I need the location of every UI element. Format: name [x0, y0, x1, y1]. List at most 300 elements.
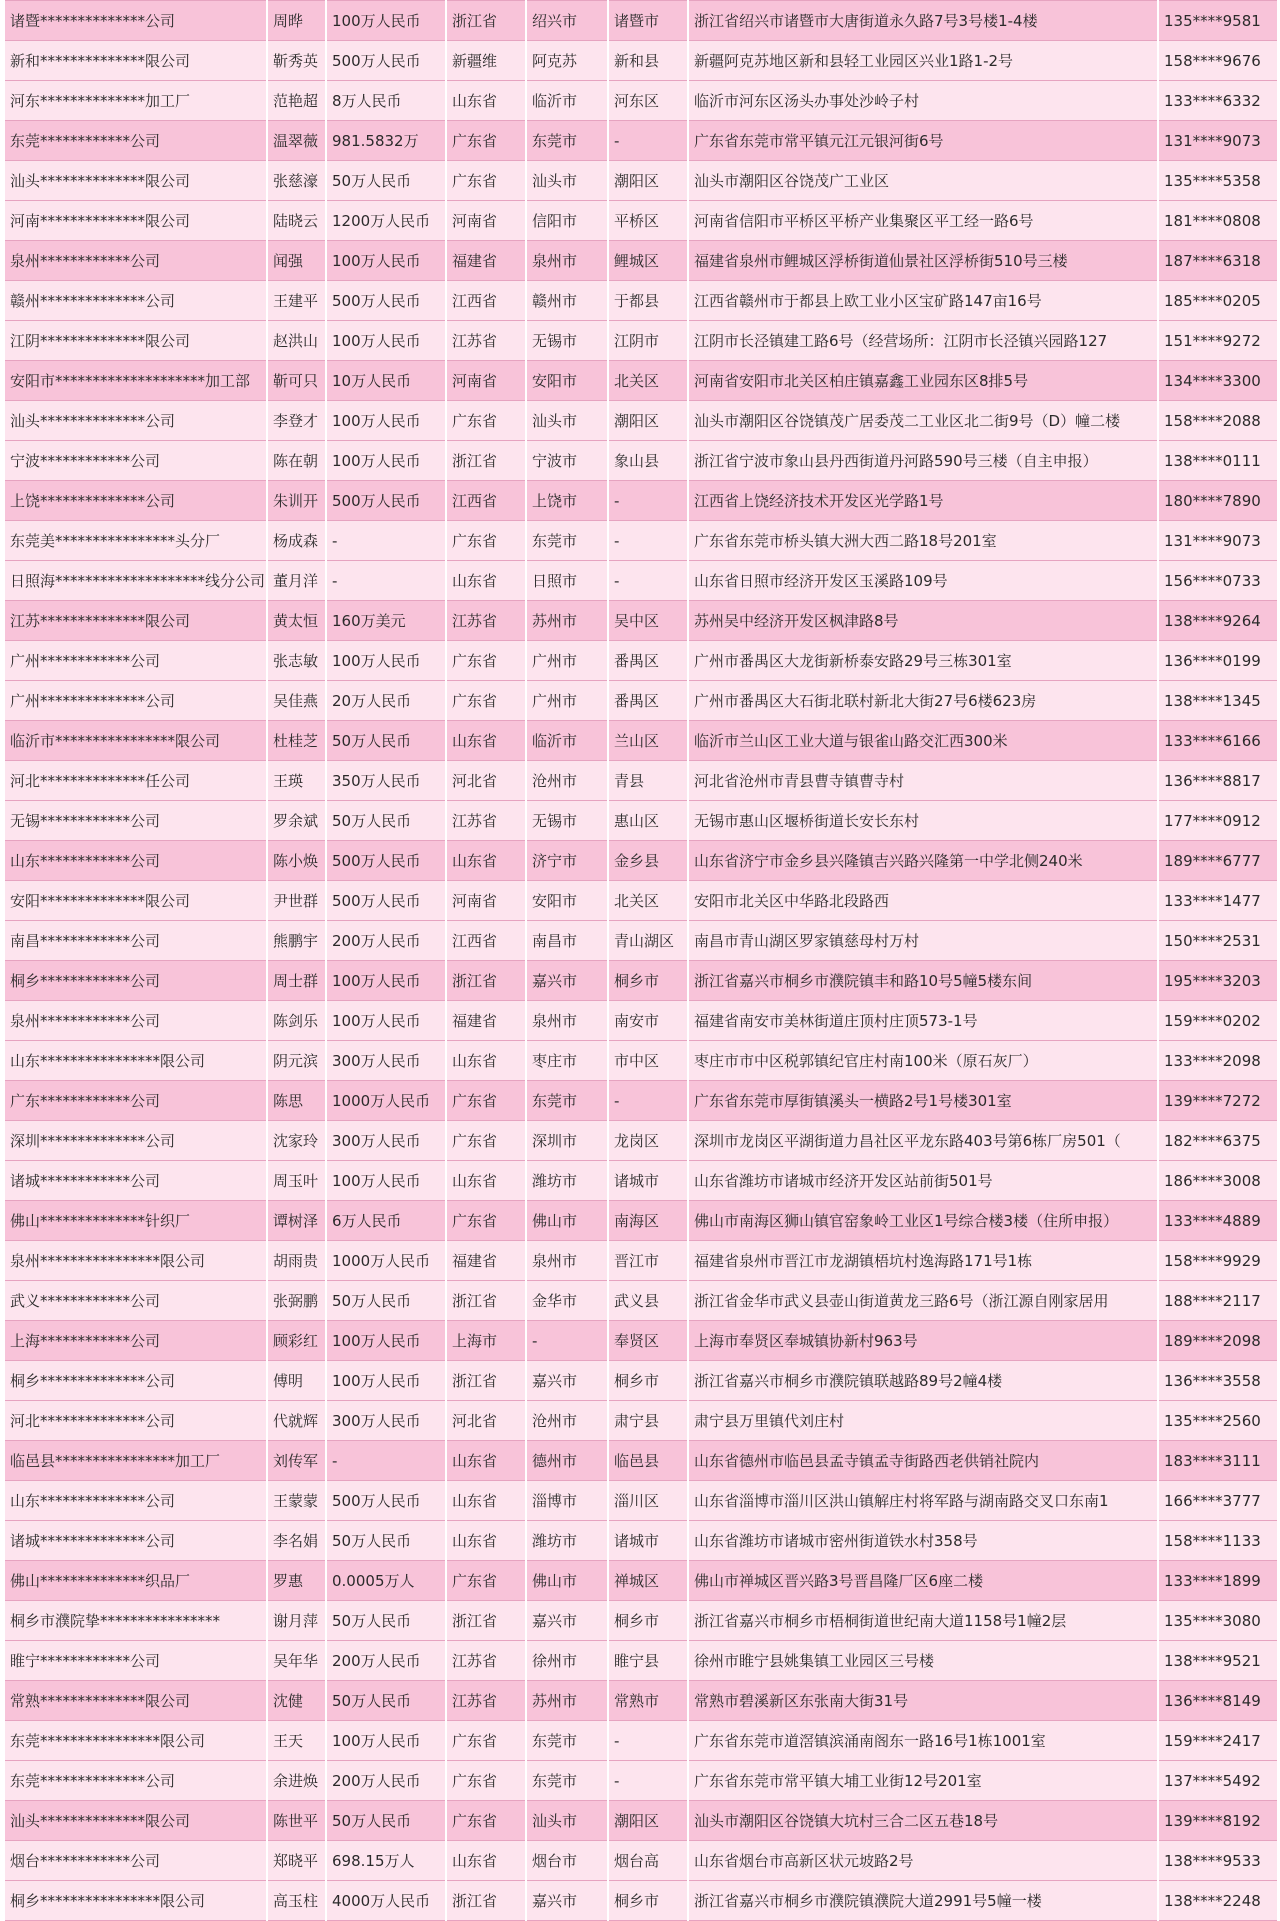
district-cell: 桐乡市 — [608, 1881, 688, 1921]
legal-person-cell: 陈世平 — [267, 1801, 326, 1841]
district-cell: 诸城市 — [608, 1161, 688, 1201]
province-cell: 江苏省 — [446, 1681, 526, 1721]
legal-person-cell: 李登才 — [267, 401, 326, 441]
registered-capital-cell: 160万美元 — [326, 601, 446, 641]
legal-person-cell: 张志敏 — [267, 641, 326, 681]
phone-cell: 135****5358 — [1158, 161, 1278, 201]
city-cell: 信阳市 — [526, 201, 608, 241]
phone-cell: 180****7890 — [1158, 481, 1278, 521]
address-cell: 江阴市长泾镇建工路6号（经营场所：江阴市长泾镇兴园路127 — [688, 321, 1158, 361]
company-name-cell: 汕头**************限公司 — [4, 161, 267, 201]
city-cell: 枣庄市 — [526, 1041, 608, 1081]
phone-cell: 189****6777 — [1158, 841, 1278, 881]
legal-person-cell: 傅明 — [267, 1361, 326, 1401]
table-row — [4, 441, 1278, 481]
province-cell: 山东省 — [446, 1441, 526, 1481]
address-cell: 河南省安阳市北关区柏庄镇嘉鑫工业园东区8排5号 — [688, 361, 1158, 401]
phone-cell: 133****2098 — [1158, 1041, 1278, 1081]
registered-capital-cell: 100万人民币 — [326, 241, 446, 281]
table-row — [4, 241, 1278, 281]
registered-capital-cell: 0.0005万人 — [326, 1561, 446, 1601]
table-row — [4, 1161, 1278, 1201]
address-cell: 江西省赣州市于都县上欧工业小区宝矿路147亩16号 — [688, 281, 1158, 321]
phone-cell: 133****6166 — [1158, 721, 1278, 761]
address-cell: 安阳市北关区中华路北段路西 — [688, 881, 1158, 921]
company-name-cell: 山东************公司 — [4, 841, 267, 881]
table-row — [4, 1841, 1278, 1881]
city-cell: 东莞市 — [526, 1761, 608, 1801]
legal-person-cell: 张弼鹏 — [267, 1281, 326, 1321]
table-row — [4, 1441, 1278, 1481]
phone-cell: 133****6332 — [1158, 81, 1278, 121]
table-row — [4, 1681, 1278, 1721]
address-cell: 广东省东莞市厚街镇溪头一横路2号1号楼301室 — [688, 1081, 1158, 1121]
district-cell: 肃宁县 — [608, 1401, 688, 1441]
registered-capital-cell: 100万人民币 — [326, 1321, 446, 1361]
company-name-cell: 上饶**************公司 — [4, 481, 267, 521]
registered-capital-cell: 100万人民币 — [326, 1161, 446, 1201]
city-cell: 日照市 — [526, 561, 608, 601]
province-cell: 山东省 — [446, 1041, 526, 1081]
legal-person-cell: 靳秀英 — [267, 41, 326, 81]
province-cell: 山东省 — [446, 561, 526, 601]
company-table — [3, 0, 1279, 1921]
address-cell: 深圳市龙岗区平湖街道力昌社区平龙东路403号第6栋厂房501（ — [688, 1121, 1158, 1161]
table-row — [4, 1761, 1278, 1801]
phone-cell: 183****3111 — [1158, 1441, 1278, 1481]
company-name-cell: 河北**************任公司 — [4, 761, 267, 801]
legal-person-cell: 闻强 — [267, 241, 326, 281]
province-cell: 山东省 — [446, 1521, 526, 1561]
legal-person-cell: 尹世群 — [267, 881, 326, 921]
phone-cell: 131****9073 — [1158, 521, 1278, 561]
province-cell: 江西省 — [446, 281, 526, 321]
address-cell: 广东省东莞市常平镇大埔工业街12号201室 — [688, 1761, 1158, 1801]
legal-person-cell: 赵洪山 — [267, 321, 326, 361]
city-cell: 济宁市 — [526, 841, 608, 881]
district-cell: 吴中区 — [608, 601, 688, 641]
city-cell: 佛山市 — [526, 1561, 608, 1601]
phone-cell: 139****8192 — [1158, 1801, 1278, 1841]
phone-cell: 137****5492 — [1158, 1761, 1278, 1801]
address-cell: 徐州市睢宁县姚集镇工业园区三号楼 — [688, 1641, 1158, 1681]
registered-capital-cell: 200万人民币 — [326, 1761, 446, 1801]
table-row — [4, 921, 1278, 961]
legal-person-cell: 王蒙蒙 — [267, 1481, 326, 1521]
phone-cell: 138****2248 — [1158, 1881, 1278, 1921]
district-cell: 桐乡市 — [608, 961, 688, 1001]
city-cell: 安阳市 — [526, 881, 608, 921]
address-cell: 苏州吴中经济开发区枫津路8号 — [688, 601, 1158, 641]
company-name-cell: 武义************公司 — [4, 1281, 267, 1321]
province-cell: 广东省 — [446, 401, 526, 441]
address-cell: 广东省东莞市道滘镇滨涌南阁东一路16号1栋1001室 — [688, 1721, 1158, 1761]
company-name-cell: 烟台************公司 — [4, 1841, 267, 1881]
province-cell: 广东省 — [446, 1561, 526, 1601]
city-cell: 烟台市 — [526, 1841, 608, 1881]
city-cell: 佛山市 — [526, 1201, 608, 1241]
address-cell: 广州市番禺区大龙街新桥泰安路29号三栋301室 — [688, 641, 1158, 681]
province-cell: 山东省 — [446, 1161, 526, 1201]
city-cell: 淄博市 — [526, 1481, 608, 1521]
company-name-cell: 桐乡市濮院挚**************** — [4, 1601, 267, 1641]
legal-person-cell: 陈思 — [267, 1081, 326, 1121]
address-cell: 浙江省嘉兴市桐乡市梧桐街道世纪南大道1158号1幢2层 — [688, 1601, 1158, 1641]
district-cell: - — [608, 1721, 688, 1761]
province-cell: 广东省 — [446, 1121, 526, 1161]
legal-person-cell: 吴佳燕 — [267, 681, 326, 721]
district-cell: - — [608, 121, 688, 161]
district-cell: 象山县 — [608, 441, 688, 481]
company-name-cell: 临沂市****************限公司 — [4, 721, 267, 761]
legal-person-cell: 代就辉 — [267, 1401, 326, 1441]
address-cell: 广东省东莞市桥头镇大洲大西二路18号201室 — [688, 521, 1158, 561]
province-cell: 浙江省 — [446, 1601, 526, 1641]
city-cell: 东莞市 — [526, 521, 608, 561]
table-row — [4, 1281, 1278, 1321]
address-cell: 新疆阿克苏地区新和县轻工业园区兴业1路1-2号 — [688, 41, 1158, 81]
province-cell: 河北省 — [446, 1401, 526, 1441]
legal-person-cell: 谢月萍 — [267, 1601, 326, 1641]
company-name-cell: 佛山**************织品厂 — [4, 1561, 267, 1601]
district-cell: 鲤城区 — [608, 241, 688, 281]
district-cell: 番禺区 — [608, 641, 688, 681]
registered-capital-cell: 1000万人民币 — [326, 1081, 446, 1121]
registered-capital-cell: 50万人民币 — [326, 1681, 446, 1721]
province-cell: 江苏省 — [446, 601, 526, 641]
address-cell: 浙江省嘉兴市桐乡市濮院镇联越路89号2幢4楼 — [688, 1361, 1158, 1401]
company-name-cell: 佛山**************针织厂 — [4, 1201, 267, 1241]
province-cell: 山东省 — [446, 721, 526, 761]
district-cell: 晋江市 — [608, 1241, 688, 1281]
phone-cell: 136****0199 — [1158, 641, 1278, 681]
legal-person-cell: 沈健 — [267, 1681, 326, 1721]
city-cell: 苏州市 — [526, 1681, 608, 1721]
registered-capital-cell: 500万人民币 — [326, 281, 446, 321]
registered-capital-cell: 300万人民币 — [326, 1121, 446, 1161]
company-name-cell: 桐乡****************限公司 — [4, 1881, 267, 1921]
registered-capital-cell: 200万人民币 — [326, 1641, 446, 1681]
city-cell: 潍坊市 — [526, 1161, 608, 1201]
legal-person-cell: 李名娟 — [267, 1521, 326, 1561]
address-cell: 江西省上饶经济技术开发区光学路1号 — [688, 481, 1158, 521]
address-cell: 汕头市潮阳区谷饶镇茂广居委茂二工业区北二街9号（D）幢二楼 — [688, 401, 1158, 441]
table-row — [4, 201, 1278, 241]
table-row — [4, 1601, 1278, 1641]
registered-capital-cell: 50万人民币 — [326, 161, 446, 201]
table-row — [4, 1721, 1278, 1761]
registered-capital-cell: 4000万人民币 — [326, 1881, 446, 1921]
company-name-cell: 诸暨**************公司 — [4, 1, 267, 41]
address-cell: 汕头市潮阳区谷饶镇大坑村三合二区五巷18号 — [688, 1801, 1158, 1841]
phone-cell: 134****3300 — [1158, 361, 1278, 401]
address-cell: 山东省日照市经济开发区玉溪路109号 — [688, 561, 1158, 601]
legal-person-cell: 胡雨贵 — [267, 1241, 326, 1281]
city-cell: 嘉兴市 — [526, 1601, 608, 1641]
city-cell: 泉州市 — [526, 1241, 608, 1281]
legal-person-cell: 黄太恒 — [267, 601, 326, 641]
address-cell: 广东省东莞市常平镇元江元银河街6号 — [688, 121, 1158, 161]
registered-capital-cell: 100万人民币 — [326, 401, 446, 441]
address-cell: 枣庄市市中区税郭镇纪官庄村南100米（原石灰厂） — [688, 1041, 1158, 1081]
address-cell: 上海市奉贤区奉城镇协新村963号 — [688, 1321, 1158, 1361]
province-cell: 广东省 — [446, 1801, 526, 1841]
company-name-cell: 河北**************公司 — [4, 1401, 267, 1441]
phone-cell: 138****1345 — [1158, 681, 1278, 721]
legal-person-cell: 杜桂芝 — [267, 721, 326, 761]
city-cell: 嘉兴市 — [526, 1361, 608, 1401]
legal-person-cell: 郑晓平 — [267, 1841, 326, 1881]
phone-cell: 138****0111 — [1158, 441, 1278, 481]
registered-capital-cell: 200万人民币 — [326, 921, 446, 961]
table-row — [4, 521, 1278, 561]
phone-cell: 135****9581 — [1158, 1, 1278, 41]
table-row — [4, 681, 1278, 721]
district-cell: 潮阳区 — [608, 161, 688, 201]
legal-person-cell: 王天 — [267, 1721, 326, 1761]
table-row — [4, 401, 1278, 441]
address-cell: 浙江省金华市武义县壶山街道黄龙三路6号（浙江源自刚家居用 — [688, 1281, 1158, 1321]
city-cell: 泉州市 — [526, 1001, 608, 1041]
address-cell: 汕头市潮阳区谷饶茂广工业区 — [688, 161, 1158, 201]
address-cell: 浙江省绍兴市诸暨市大唐街道永久路7号3号楼1-4楼 — [688, 1, 1158, 41]
city-cell: 汕头市 — [526, 1801, 608, 1841]
table-row — [4, 601, 1278, 641]
table-row — [4, 561, 1278, 601]
table-row — [4, 361, 1278, 401]
phone-cell: 195****3203 — [1158, 961, 1278, 1001]
registered-capital-cell: 500万人民币 — [326, 1481, 446, 1521]
district-cell: 青县 — [608, 761, 688, 801]
registered-capital-cell: 300万人民币 — [326, 1041, 446, 1081]
company-name-cell: 泉州****************限公司 — [4, 1241, 267, 1281]
district-cell: 常熟市 — [608, 1681, 688, 1721]
company-name-cell: 日照海********************线分公司 — [4, 561, 267, 601]
city-cell: 金华市 — [526, 1281, 608, 1321]
table-row — [4, 641, 1278, 681]
company-name-cell: 山东****************限公司 — [4, 1041, 267, 1081]
registered-capital-cell: 100万人民币 — [326, 1, 446, 41]
city-cell: 南昌市 — [526, 921, 608, 961]
table-row — [4, 1801, 1278, 1841]
company-name-cell: 常熟**************限公司 — [4, 1681, 267, 1721]
district-cell: 潮阳区 — [608, 401, 688, 441]
district-cell: 潮阳区 — [608, 1801, 688, 1841]
province-cell: 河南省 — [446, 201, 526, 241]
province-cell: 广东省 — [446, 521, 526, 561]
legal-person-cell: 陈在朝 — [267, 441, 326, 481]
province-cell: 山东省 — [446, 1481, 526, 1521]
company-name-cell: 宁波************公司 — [4, 441, 267, 481]
district-cell: - — [608, 1761, 688, 1801]
address-cell: 河南省信阳市平桥区平桥产业集聚区平工经一路6号 — [688, 201, 1158, 241]
city-cell: 临沂市 — [526, 721, 608, 761]
phone-cell: 188****2117 — [1158, 1281, 1278, 1321]
phone-cell: 135****3080 — [1158, 1601, 1278, 1641]
district-cell: 睢宁县 — [608, 1641, 688, 1681]
district-cell: 临邑县 — [608, 1441, 688, 1481]
province-cell: 广东省 — [446, 681, 526, 721]
phone-cell: 158****9676 — [1158, 41, 1278, 81]
province-cell: 广东省 — [446, 1761, 526, 1801]
company-name-cell: 东莞************公司 — [4, 121, 267, 161]
address-cell: 山东省济宁市金乡县兴隆镇吉兴路兴隆第一中学北侧240米 — [688, 841, 1158, 881]
province-cell: 福建省 — [446, 1241, 526, 1281]
city-cell: 阿克苏 — [526, 41, 608, 81]
province-cell: 江苏省 — [446, 1641, 526, 1681]
province-cell: 浙江省 — [446, 961, 526, 1001]
province-cell: 新疆维 — [446, 41, 526, 81]
province-cell: 上海市 — [446, 1321, 526, 1361]
province-cell: 江苏省 — [446, 321, 526, 361]
district-cell: 龙岗区 — [608, 1121, 688, 1161]
district-cell: 桐乡市 — [608, 1601, 688, 1641]
address-cell: 福建省南安市美林街道庄顶村庄顶573-1号 — [688, 1001, 1158, 1041]
company-name-cell: 东莞美****************头分厂 — [4, 521, 267, 561]
legal-person-cell: 王建平 — [267, 281, 326, 321]
phone-cell: 138****9264 — [1158, 601, 1278, 641]
table-body — [4, 1, 1278, 1921]
address-cell: 广州市番禺区大石街北联村新北大街27号6楼623房 — [688, 681, 1158, 721]
company-name-cell: 诸城**************公司 — [4, 1521, 267, 1561]
district-cell: 诸城市 — [608, 1521, 688, 1561]
city-cell: 无锡市 — [526, 321, 608, 361]
address-cell: 临沂市兰山区工业大道与银雀山路交汇西300米 — [688, 721, 1158, 761]
district-cell: 北关区 — [608, 881, 688, 921]
company-name-cell: 赣州**************公司 — [4, 281, 267, 321]
province-cell: 山东省 — [446, 81, 526, 121]
registered-capital-cell: 50万人民币 — [326, 1801, 446, 1841]
registered-capital-cell: 50万人民币 — [326, 1521, 446, 1561]
district-cell: 惠山区 — [608, 801, 688, 841]
company-name-cell: 上海************公司 — [4, 1321, 267, 1361]
registered-capital-cell: 100万人民币 — [326, 321, 446, 361]
company-name-cell: 汕头**************公司 — [4, 401, 267, 441]
province-cell: 浙江省 — [446, 1281, 526, 1321]
table-row — [4, 161, 1278, 201]
district-cell: - — [608, 1081, 688, 1121]
registered-capital-cell: 300万人民币 — [326, 1401, 446, 1441]
legal-person-cell: 周玉叶 — [267, 1161, 326, 1201]
company-name-cell: 河东**************加工厂 — [4, 81, 267, 121]
city-cell: 苏州市 — [526, 601, 608, 641]
address-cell: 福建省泉州市鲤城区浮桥街道仙景社区浮桥街510号三楼 — [688, 241, 1158, 281]
province-cell: 江苏省 — [446, 801, 526, 841]
company-name-cell: 安阳市********************加工部 — [4, 361, 267, 401]
legal-person-cell: 罗余斌 — [267, 801, 326, 841]
legal-person-cell: 周晔 — [267, 1, 326, 41]
province-cell: 浙江省 — [446, 1881, 526, 1921]
table-row — [4, 1321, 1278, 1361]
district-cell: 番禺区 — [608, 681, 688, 721]
table-row — [4, 1481, 1278, 1521]
legal-person-cell: 朱训开 — [267, 481, 326, 521]
phone-cell: 158****2088 — [1158, 401, 1278, 441]
district-cell: 江阴市 — [608, 321, 688, 361]
legal-person-cell: 温翠薇 — [267, 121, 326, 161]
province-cell: 江西省 — [446, 921, 526, 961]
company-name-cell: 泉州************公司 — [4, 1001, 267, 1041]
phone-cell: 136****8149 — [1158, 1681, 1278, 1721]
address-cell: 常熟市碧溪新区东张南大街31号 — [688, 1681, 1158, 1721]
city-cell: 泉州市 — [526, 241, 608, 281]
city-cell: 汕头市 — [526, 401, 608, 441]
province-cell: 广东省 — [446, 641, 526, 681]
table-row — [4, 121, 1278, 161]
company-name-cell: 广州************公司 — [4, 641, 267, 681]
phone-cell: 138****9521 — [1158, 1641, 1278, 1681]
address-cell: 山东省烟台市高新区状元坡路2号 — [688, 1841, 1158, 1881]
city-cell: 无锡市 — [526, 801, 608, 841]
table-row — [4, 1, 1278, 41]
registered-capital-cell: 50万人民币 — [326, 1601, 446, 1641]
city-cell: 汕头市 — [526, 161, 608, 201]
phone-cell: 182****6375 — [1158, 1121, 1278, 1161]
province-cell: 广东省 — [446, 1201, 526, 1241]
registered-capital-cell: 6万人民币 — [326, 1201, 446, 1241]
city-cell: 东莞市 — [526, 1721, 608, 1761]
city-cell: 嘉兴市 — [526, 961, 608, 1001]
company-name-cell: 新和**************限公司 — [4, 41, 267, 81]
registered-capital-cell: 8万人民币 — [326, 81, 446, 121]
city-cell: 安阳市 — [526, 361, 608, 401]
legal-person-cell: 余进焕 — [267, 1761, 326, 1801]
phone-cell: 156****0733 — [1158, 561, 1278, 601]
city-cell: 德州市 — [526, 1441, 608, 1481]
table-row — [4, 961, 1278, 1001]
province-cell: 山东省 — [446, 841, 526, 881]
district-cell: 兰山区 — [608, 721, 688, 761]
table-row — [4, 761, 1278, 801]
registered-capital-cell: 1200万人民币 — [326, 201, 446, 241]
legal-person-cell: 顾彩红 — [267, 1321, 326, 1361]
address-cell: 南昌市青山湖区罗家镇慈母村万村 — [688, 921, 1158, 961]
phone-cell: 135****2560 — [1158, 1401, 1278, 1441]
table-row — [4, 1881, 1278, 1921]
table-row — [4, 81, 1278, 121]
province-cell: 河北省 — [446, 761, 526, 801]
table-row — [4, 281, 1278, 321]
district-cell: 奉贤区 — [608, 1321, 688, 1361]
registered-capital-cell: 20万人民币 — [326, 681, 446, 721]
table-row — [4, 1361, 1278, 1401]
phone-cell: 181****0808 — [1158, 201, 1278, 241]
province-cell: 浙江省 — [446, 1361, 526, 1401]
registered-capital-cell: 100万人民币 — [326, 1361, 446, 1401]
city-cell: 上饶市 — [526, 481, 608, 521]
company-name-cell: 无锡************公司 — [4, 801, 267, 841]
province-cell: 山东省 — [446, 1841, 526, 1881]
phone-cell: 133****1899 — [1158, 1561, 1278, 1601]
registered-capital-cell: 698.15万人 — [326, 1841, 446, 1881]
province-cell: 浙江省 — [446, 1, 526, 41]
address-cell: 山东省潍坊市诸城市经济开发区站前街501号 — [688, 1161, 1158, 1201]
registered-capital-cell: 100万人民币 — [326, 1001, 446, 1041]
phone-cell: 133****1477 — [1158, 881, 1278, 921]
phone-cell: 177****0912 — [1158, 801, 1278, 841]
district-cell: 平桥区 — [608, 201, 688, 241]
address-cell: 浙江省嘉兴市桐乡市濮院镇濮院大道2991号5幢一楼 — [688, 1881, 1158, 1921]
table-row — [4, 1561, 1278, 1601]
table-row — [4, 321, 1278, 361]
district-cell: 桐乡市 — [608, 1361, 688, 1401]
province-cell: 广东省 — [446, 1721, 526, 1761]
table-row — [4, 1081, 1278, 1121]
table-row — [4, 1641, 1278, 1681]
district-cell: 金乡县 — [608, 841, 688, 881]
city-cell: 宁波市 — [526, 441, 608, 481]
district-cell: 北关区 — [608, 361, 688, 401]
